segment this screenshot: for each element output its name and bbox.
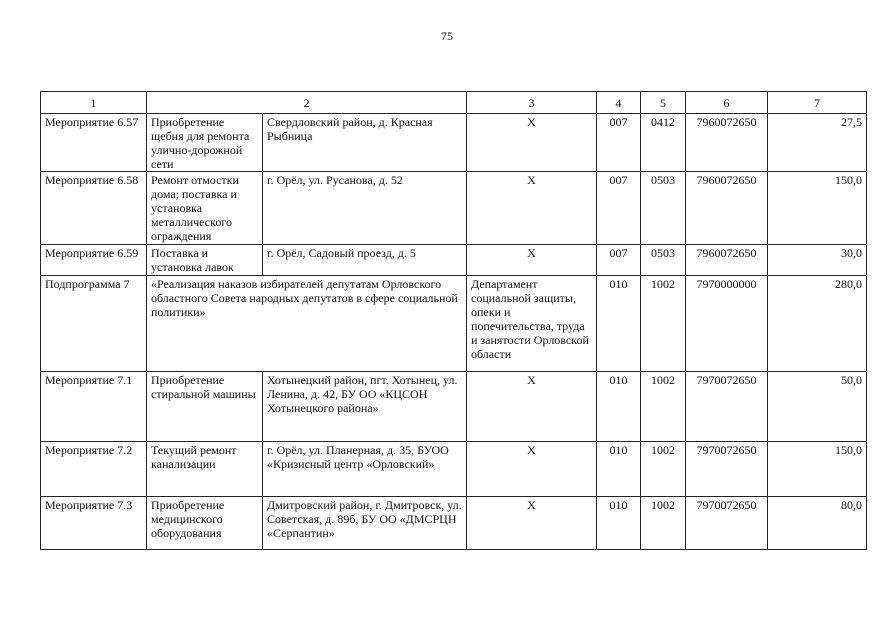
- code-6: 7970000000: [686, 276, 768, 372]
- table-row: [41, 372, 867, 442]
- code-6: 7970072650: [686, 372, 768, 442]
- amount: 80,0: [768, 497, 867, 550]
- item-address: Хотынецкий район, пгт. Хотынец, ул. Ленина, д. 42, БУ ОО «КЦСОН Хотынецкого района»: [263, 372, 467, 442]
- header-cell: 5: [641, 92, 686, 114]
- item-code: Мероприятие 6.59: [41, 245, 147, 276]
- responsible: Х: [467, 245, 597, 276]
- code-6: 7970072650: [686, 497, 768, 550]
- table-row: [41, 172, 867, 245]
- code-4: 010: [597, 442, 641, 497]
- code-4: 007: [597, 114, 641, 172]
- page-number: 75: [441, 29, 453, 43]
- code-4: 007: [597, 172, 641, 245]
- code-4: 010: [597, 372, 641, 442]
- code-5: 1002: [641, 372, 686, 442]
- table-row: [41, 276, 867, 372]
- header-cell: 2: [147, 92, 467, 114]
- item-code: Мероприятие 7.2: [41, 442, 147, 497]
- item-description: Текущий ремонт канализации: [147, 442, 263, 497]
- table-row: [41, 497, 867, 550]
- budget-table: [40, 91, 867, 550]
- code-5: 1002: [641, 276, 686, 372]
- responsible: Х: [467, 372, 597, 442]
- code-6: 7960072650: [686, 245, 768, 276]
- code-5: 0503: [641, 172, 686, 245]
- code-5: 0503: [641, 245, 686, 276]
- responsible: Х: [467, 114, 597, 172]
- item-address: Свердловский район, д. Красная Рыбница: [263, 114, 467, 172]
- responsible: Х: [467, 442, 597, 497]
- header-cell: 1: [41, 92, 147, 114]
- item-address: г. Орёл, Садовый проезд, д. 5: [263, 245, 467, 276]
- header-cell: 3: [467, 92, 597, 114]
- item-code: Мероприятие 7.1: [41, 372, 147, 442]
- item-address: г. Орёл, ул. Планерная, д. 35, БУОО «Кризисный центр «Орловский»: [263, 442, 467, 497]
- amount: 27,5: [768, 114, 867, 172]
- item-description: Приобретение медицинского оборудования: [147, 497, 263, 550]
- code-6: 7970072650: [686, 442, 768, 497]
- item-address: г. Орёл, ул. Русанова, д. 52: [263, 172, 467, 245]
- header-row: [41, 92, 867, 114]
- code-4: 010: [597, 497, 641, 550]
- item-address: Дмитровский район, г. Дмитровск, ул. Советская, д. 89б, БУ ОО «ДМСРЦН «Серпантин»: [263, 497, 467, 550]
- table-row: [41, 114, 867, 172]
- item-code: Мероприятие 6.57: [41, 114, 147, 172]
- code-4: 010: [597, 276, 641, 372]
- header-cell: 7: [768, 92, 867, 114]
- item-code: Мероприятие 7.3: [41, 497, 147, 550]
- item-code: Подпрограмма 7: [41, 276, 147, 372]
- item-description: Ремонт отмостки дома; поставка и установка металлического ограждения: [147, 172, 263, 245]
- code-6: 7960072650: [686, 172, 768, 245]
- table-row: [41, 442, 867, 497]
- item-code: Мероприятие 6.58: [41, 172, 147, 245]
- amount: 150,0: [768, 172, 867, 245]
- amount: 30,0: [768, 245, 867, 276]
- code-4: 007: [597, 245, 641, 276]
- header-cell: 4: [597, 92, 641, 114]
- responsible: Х: [467, 497, 597, 550]
- amount: 280,0: [768, 276, 867, 372]
- subprogram-title: «Реализация наказов избирателей депутатам Орловского областного Совета народных депутатов в сфере социальной политики»: [147, 276, 467, 372]
- item-description: Поставка и установка лавок: [147, 245, 263, 276]
- header-cell: 6: [686, 92, 768, 114]
- code-5: 1002: [641, 497, 686, 550]
- table-row: [41, 245, 867, 276]
- code-5: 0412: [641, 114, 686, 172]
- item-description: Приобретение стиральной машины: [147, 372, 263, 442]
- responsible: Х: [467, 172, 597, 245]
- item-description: Приобретение щебня для ремонта улично-дорожной сети: [147, 114, 263, 172]
- code-5: 1002: [641, 442, 686, 497]
- amount: 50,0: [768, 372, 867, 442]
- responsible: Департамент социальной защиты, опеки и попечительства, труда и занятости Орловской области: [467, 276, 597, 372]
- amount: 150,0: [768, 442, 867, 497]
- code-6: 7960072650: [686, 114, 768, 172]
